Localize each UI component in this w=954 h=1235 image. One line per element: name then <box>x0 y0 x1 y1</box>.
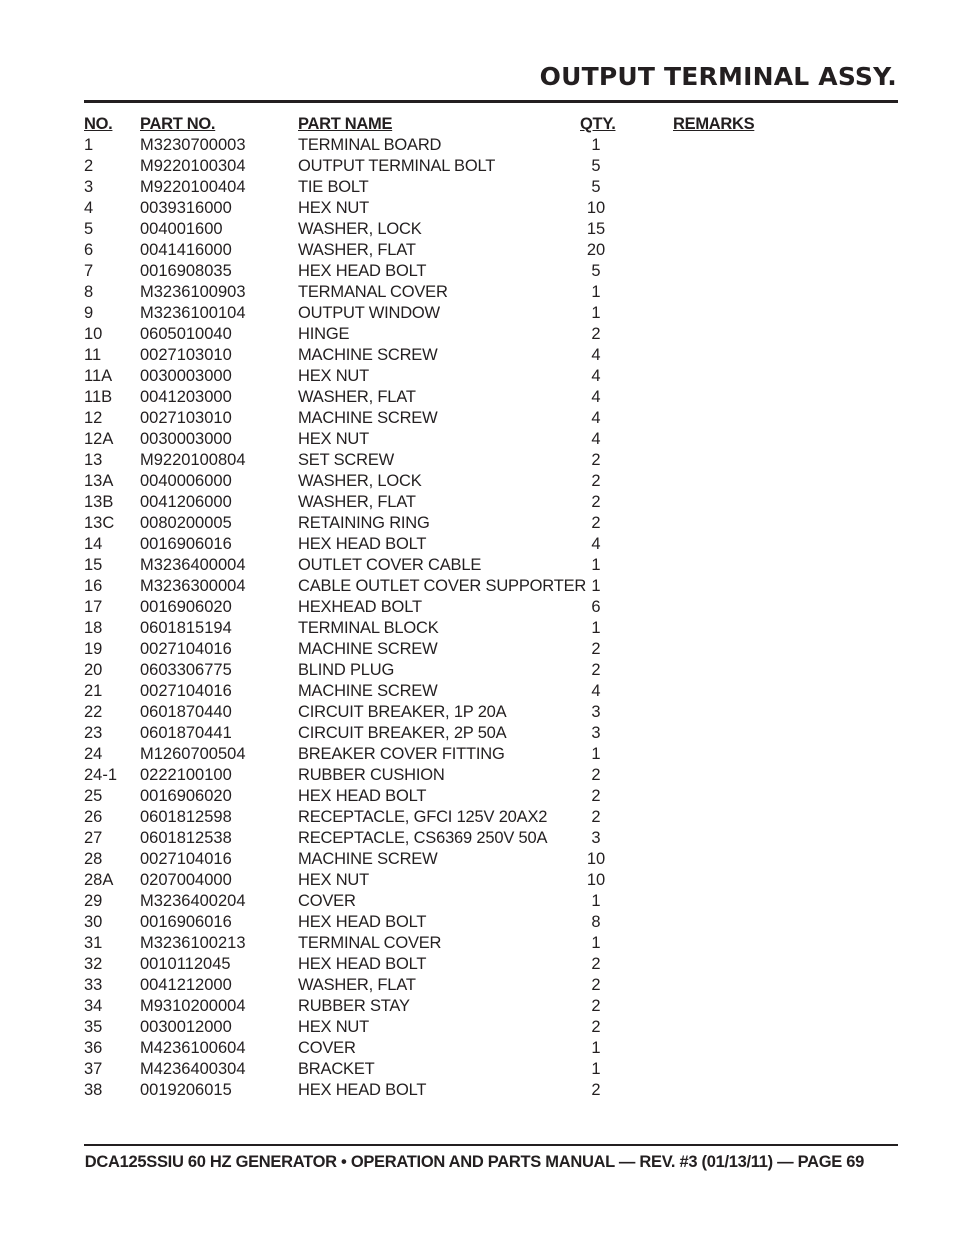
row-part-name: WASHER, LOCK <box>298 472 422 490</box>
row-part-no: M3236100104 <box>140 304 246 322</box>
row-no: 2 <box>84 157 94 175</box>
column-header-no: NO. <box>84 115 113 133</box>
row-qty: 6 <box>591 598 601 616</box>
table-row <box>84 849 898 870</box>
row-qty: 4 <box>591 409 601 427</box>
row-qty: 2 <box>591 787 601 805</box>
row-part-no: 0207004000 <box>140 871 232 889</box>
row-part-no: M3230700003 <box>140 136 246 154</box>
table-row <box>84 639 898 660</box>
table-row <box>84 366 898 387</box>
row-part-no: 0039316000 <box>140 199 232 217</box>
row-qty: 2 <box>591 808 601 826</box>
row-no: 25 <box>84 787 103 805</box>
row-no: 20 <box>84 661 103 679</box>
row-qty: 1 <box>591 556 601 574</box>
table-row <box>84 387 898 408</box>
row-part-name: MACHINE SCREW <box>298 850 438 868</box>
row-part-no: M4236400304 <box>140 1060 246 1078</box>
table-row <box>84 912 898 933</box>
row-qty: 1 <box>591 745 601 763</box>
row-qty: 2 <box>591 976 601 994</box>
table-row <box>84 870 898 891</box>
table-row <box>84 765 898 786</box>
table-row <box>84 240 898 261</box>
row-part-no: M3236400204 <box>140 892 246 910</box>
row-qty: 2 <box>591 472 601 490</box>
row-qty: 2 <box>591 1081 601 1099</box>
row-part-no: M3236100903 <box>140 283 246 301</box>
row-no: 3 <box>84 178 94 196</box>
row-part-name: OUTPUT WINDOW <box>298 304 440 322</box>
row-part-no: 0016906016 <box>140 535 232 553</box>
row-no: 12A <box>84 430 114 448</box>
row-part-name: TERMANAL COVER <box>298 283 448 301</box>
row-part-no: 0030012000 <box>140 1018 232 1036</box>
row-qty: 2 <box>591 955 601 973</box>
row-part-name: COVER <box>298 892 356 910</box>
row-part-no: 0601812598 <box>140 808 232 826</box>
row-part-no: 0605010040 <box>140 325 232 343</box>
row-part-name: HEX NUT <box>298 1018 370 1036</box>
row-qty: 2 <box>591 514 601 532</box>
row-part-name: TERMINAL COVER <box>298 934 442 952</box>
row-part-no: 0041212000 <box>140 976 232 994</box>
row-part-no: 0603306775 <box>140 661 232 679</box>
row-part-name: MACHINE SCREW <box>298 640 438 658</box>
column-header-part-name: PART NAME <box>298 115 393 133</box>
row-part-no: 0016906016 <box>140 913 232 931</box>
row-part-name: HINGE <box>298 325 350 343</box>
row-qty: 4 <box>591 346 601 364</box>
row-part-name: SET SCREW <box>298 451 394 469</box>
row-no: 30 <box>84 913 103 931</box>
row-qty: 2 <box>591 1018 601 1036</box>
table-row <box>84 282 898 303</box>
row-part-name: OUTLET COVER CABLE <box>298 556 482 574</box>
row-qty: 4 <box>591 535 601 553</box>
row-qty: 4 <box>591 388 601 406</box>
row-part-name: RUBBER STAY <box>298 997 410 1015</box>
row-no: 28 <box>84 850 103 868</box>
row-part-name: HEX HEAD BOLT <box>298 787 427 805</box>
row-no: 10 <box>84 325 103 343</box>
row-part-name: COVER <box>298 1039 356 1057</box>
table-row <box>84 1059 898 1080</box>
row-qty: 4 <box>591 367 601 385</box>
row-part-no: 0601870441 <box>140 724 232 742</box>
table-row <box>84 807 898 828</box>
table-body <box>84 135 898 1101</box>
table-row <box>84 1080 898 1101</box>
title-divider <box>84 100 898 103</box>
table-row <box>84 156 898 177</box>
footer-divider <box>84 1144 898 1146</box>
row-no: 18 <box>84 619 103 637</box>
table-row <box>84 828 898 849</box>
row-no: 28A <box>84 871 114 889</box>
row-part-no: 0041206000 <box>140 493 232 511</box>
row-part-name: RECEPTACLE, GFCI 125V 20AX2 <box>298 808 548 826</box>
row-qty: 1 <box>591 136 601 154</box>
table-row <box>84 975 898 996</box>
table-row <box>84 891 898 912</box>
row-part-name: CIRCUIT BREAKER, 1P 20A <box>298 703 507 721</box>
row-qty: 2 <box>591 493 601 511</box>
row-no: 12 <box>84 409 103 427</box>
row-no: 11 <box>84 346 102 364</box>
table-row <box>84 135 898 156</box>
row-no: 5 <box>84 220 94 238</box>
row-qty: 2 <box>591 661 601 679</box>
row-part-no: M3236100213 <box>140 934 246 952</box>
row-qty: 1 <box>591 304 601 322</box>
table-row <box>84 597 898 618</box>
table-row <box>84 1017 898 1038</box>
row-part-no: M1260700504 <box>140 745 246 763</box>
row-qty: 20 <box>586 241 606 259</box>
column-header-part-no: PART NO. <box>140 115 216 133</box>
table-row <box>84 576 898 597</box>
table-row <box>84 429 898 450</box>
row-part-no: 0030003000 <box>140 367 232 385</box>
row-part-name: TERMINAL BOARD <box>298 136 442 154</box>
row-no: 38 <box>84 1081 103 1099</box>
table-row <box>84 786 898 807</box>
column-header-qty: QTY. <box>580 115 616 133</box>
row-qty: 3 <box>591 829 601 847</box>
row-part-name: BRACKET <box>298 1060 375 1078</box>
row-no: 26 <box>84 808 103 826</box>
row-part-no: M9220100804 <box>140 451 246 469</box>
row-no: 7 <box>84 262 94 280</box>
row-part-no: M4236100604 <box>140 1039 246 1057</box>
row-no: 13C <box>84 514 115 532</box>
row-qty: 10 <box>586 871 606 889</box>
row-qty: 10 <box>586 199 606 217</box>
table-row <box>84 702 898 723</box>
row-part-name: HEX HEAD BOLT <box>298 262 427 280</box>
row-part-name: HEX NUT <box>298 199 370 217</box>
row-no: 13A <box>84 472 114 490</box>
column-header-remarks: REMARKS <box>673 115 755 133</box>
row-no: 21 <box>84 682 103 700</box>
table-row <box>84 324 898 345</box>
table-row <box>84 177 898 198</box>
table-row <box>84 345 898 366</box>
table-row <box>84 1038 898 1059</box>
row-no: 13 <box>84 451 103 469</box>
row-part-name: WASHER, LOCK <box>298 220 422 238</box>
row-part-name: CIRCUIT BREAKER, 2P 50A <box>298 724 507 742</box>
row-qty: 15 <box>586 220 606 238</box>
table-row <box>84 660 898 681</box>
row-no: 27 <box>84 829 103 847</box>
row-part-no: 0040006000 <box>140 472 232 490</box>
row-qty: 2 <box>591 451 601 469</box>
row-part-no: 0222100100 <box>140 766 232 784</box>
row-no: 31 <box>84 934 103 952</box>
row-part-name: HEX HEAD BOLT <box>298 1081 427 1099</box>
row-part-name: HEX NUT <box>298 871 370 889</box>
row-no: 8 <box>84 283 94 301</box>
row-qty: 2 <box>591 325 601 343</box>
row-part-no: 0601812538 <box>140 829 232 847</box>
row-part-no: 0027103010 <box>140 409 232 427</box>
table-row <box>84 954 898 975</box>
row-no: 33 <box>84 976 103 994</box>
table-row <box>84 555 898 576</box>
row-qty: 5 <box>591 157 601 175</box>
row-part-name: MACHINE SCREW <box>298 682 438 700</box>
table-row <box>84 513 898 534</box>
row-no: 6 <box>84 241 94 259</box>
row-qty: 1 <box>591 283 601 301</box>
table-row <box>84 492 898 513</box>
row-part-no: 0027104016 <box>140 850 232 868</box>
table-row <box>84 723 898 744</box>
row-part-no: 0601870440 <box>140 703 232 721</box>
row-part-no: M9220100304 <box>140 157 246 175</box>
row-no: 4 <box>84 199 94 217</box>
row-qty: 3 <box>591 703 601 721</box>
row-part-name: HEX NUT <box>298 430 370 448</box>
row-no: 32 <box>84 955 103 973</box>
table-row <box>84 303 898 324</box>
row-part-name: HEX NUT <box>298 367 370 385</box>
table-row <box>84 681 898 702</box>
row-part-no: 0016908035 <box>140 262 232 280</box>
row-qty: 4 <box>591 682 601 700</box>
row-part-name: HEX HEAD BOLT <box>298 535 427 553</box>
row-no: 24 <box>84 745 103 763</box>
row-part-name: CABLE OUTLET COVER SUPPORTER <box>298 577 587 595</box>
row-part-no: 0027104016 <box>140 682 232 700</box>
table-row <box>84 744 898 765</box>
row-qty: 2 <box>591 640 601 658</box>
row-no: 15 <box>84 556 103 574</box>
row-part-no: 0027104016 <box>140 640 232 658</box>
row-part-no: 0041203000 <box>140 388 232 406</box>
row-no: 35 <box>84 1018 103 1036</box>
table-row <box>84 450 898 471</box>
row-no: 22 <box>84 703 103 721</box>
row-part-name: RUBBER CUSHION <box>298 766 445 784</box>
row-no: 13B <box>84 493 114 511</box>
row-qty: 1 <box>591 577 601 595</box>
row-part-name: HEX HEAD BOLT <box>298 913 427 931</box>
row-part-name: TIE BOLT <box>298 178 369 196</box>
row-qty: 2 <box>591 997 601 1015</box>
row-part-no: 0030003000 <box>140 430 232 448</box>
row-no: 23 <box>84 724 103 742</box>
row-no: 37 <box>84 1060 103 1078</box>
row-no: 36 <box>84 1039 103 1057</box>
row-part-no: M3236300004 <box>140 577 246 595</box>
row-part-no: M9310200004 <box>140 997 246 1015</box>
row-no: 11A <box>84 367 113 385</box>
row-part-name: WASHER, FLAT <box>298 976 416 994</box>
row-no: 24-1 <box>84 766 118 784</box>
row-no: 9 <box>84 304 94 322</box>
row-no: 17 <box>84 598 103 616</box>
row-part-no: M3236400004 <box>140 556 246 574</box>
table-row <box>84 471 898 492</box>
row-no: 1 <box>84 136 94 154</box>
row-part-name: HEX HEAD BOLT <box>298 955 427 973</box>
row-part-no: 004001600 <box>140 220 223 238</box>
row-part-name: WASHER, FLAT <box>298 493 416 511</box>
row-no: 29 <box>84 892 103 910</box>
table-row <box>84 534 898 555</box>
row-qty: 1 <box>591 934 601 952</box>
row-part-name: OUTPUT TERMINAL BOLT <box>298 157 496 175</box>
row-part-name: HEXHEAD BOLT <box>298 598 422 616</box>
row-no: 11B <box>84 388 113 406</box>
row-qty: 10 <box>586 850 606 868</box>
row-part-name: TERMINAL BLOCK <box>298 619 439 637</box>
row-part-name: MACHINE SCREW <box>298 409 438 427</box>
row-qty: 2 <box>591 766 601 784</box>
row-part-no: 0601815194 <box>140 619 232 637</box>
table-row <box>84 219 898 240</box>
row-qty: 3 <box>591 724 601 742</box>
table-row <box>84 261 898 282</box>
row-no: 16 <box>84 577 103 595</box>
row-part-name: RETAINING RING <box>298 514 430 532</box>
row-qty: 1 <box>591 619 601 637</box>
row-qty: 1 <box>591 1060 601 1078</box>
table-row <box>84 618 898 639</box>
table-row <box>84 198 898 219</box>
table-header-row <box>84 114 898 135</box>
row-qty: 1 <box>591 1039 601 1057</box>
page-footer: DCA125SSIU 60 HZ GENERATOR • OPERATION AND PARTS MANUAL — REV. #3 (01/13/11) — PAGE 69 <box>84 1153 864 1171</box>
row-qty: 5 <box>591 262 601 280</box>
row-part-no: 0010112045 <box>140 955 231 973</box>
row-part-name: WASHER, FLAT <box>298 241 416 259</box>
page-title: OUTPUT TERMINAL ASSY. <box>539 62 897 91</box>
row-part-no: 0019206015 <box>140 1081 232 1099</box>
row-part-name: BLIND PLUG <box>298 661 395 679</box>
table-row <box>84 408 898 429</box>
row-part-name: RECEPTACLE, CS6369 250V 50A <box>298 829 548 847</box>
row-part-name: MACHINE SCREW <box>298 346 438 364</box>
row-qty: 8 <box>591 913 601 931</box>
table-row <box>84 996 898 1017</box>
row-qty: 5 <box>591 178 601 196</box>
row-no: 34 <box>84 997 103 1015</box>
row-part-name: BREAKER COVER FITTING <box>298 745 505 763</box>
row-no: 14 <box>84 535 103 553</box>
row-part-no: M9220100404 <box>140 178 246 196</box>
row-qty: 1 <box>591 892 601 910</box>
row-part-no: 0027103010 <box>140 346 232 364</box>
table-row <box>84 933 898 954</box>
row-qty: 4 <box>591 430 601 448</box>
parts-table <box>84 114 898 1101</box>
row-part-no: 0080200005 <box>140 514 232 532</box>
row-part-no: 0041416000 <box>140 241 232 259</box>
row-part-no: 0016906020 <box>140 598 232 616</box>
row-no: 19 <box>84 640 103 658</box>
row-part-name: WASHER, FLAT <box>298 388 416 406</box>
row-part-no: 0016906020 <box>140 787 232 805</box>
